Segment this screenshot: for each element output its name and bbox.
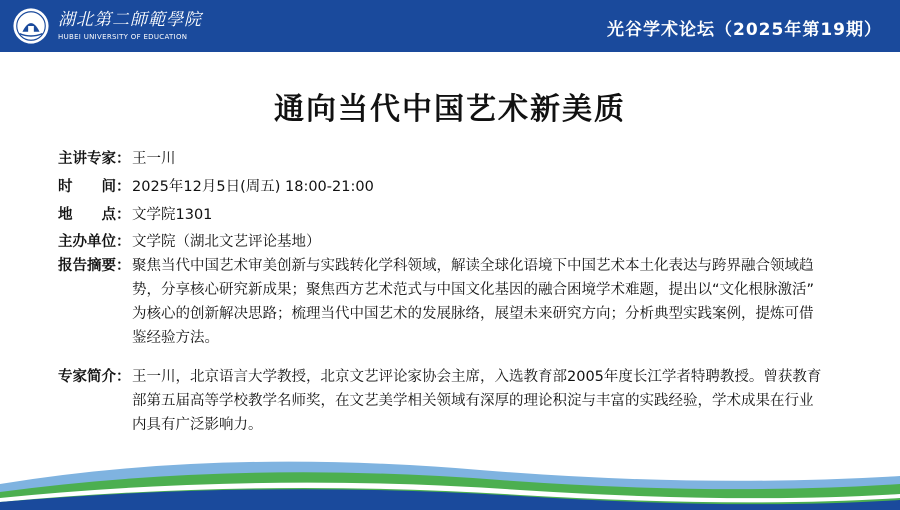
- header-bar: [0, 0, 900, 52]
- host-value: 文学院（湖北文艺评论基地）: [132, 234, 321, 250]
- abstract-line: 势，分享核心研究新成果；聚焦西方艺术范式与中国文化基因的融合困境学术难题，提出以“文化根脉激活”: [132, 282, 815, 298]
- host-label: 主办单位：: [58, 234, 131, 250]
- time-label: 时 间：: [58, 179, 131, 195]
- university-logo: [12, 6, 202, 46]
- abstract-line: 鉴经验方法。: [132, 330, 219, 346]
- abstract-line: 聚焦当代中国艺术审美创新与实践转化学科领域，解读全球化语境下中国艺术本土化表达与跨界融合领域趋: [132, 258, 814, 274]
- decorative-wave-footer: [0, 440, 900, 510]
- bio-line: 王一川，北京语言大学教授，北京文艺评论家协会主席，入选教育部2005年度长江学者特聘教授。曾获教育: [132, 369, 822, 385]
- speaker-value: 王一川: [132, 151, 176, 167]
- university-emblem-icon: [12, 7, 50, 45]
- place-value: 文学院1301: [132, 207, 213, 223]
- abstract-line: 为核心的创新解决思路；梳理当代中国艺术的发展脉络，展望未来研究方向；分析典型实践案例，提炼可借: [132, 306, 814, 322]
- speaker-label: 主讲专家：: [58, 151, 131, 167]
- logo-english-name: HUBEI UNIVERSITY OF EDUCATION: [58, 33, 188, 41]
- logo-chinese-name: 湖北第二師範學院: [58, 10, 202, 30]
- abstract-text: [132, 254, 864, 350]
- bio-line: 部第五届高等学校教学名师奖，在文艺美学相关领域有深厚的理论积淀与丰富的实践经验，学术成果在行业: [132, 393, 814, 409]
- bio-label: 专家简介：: [58, 369, 131, 385]
- bio-line: 内具有广泛影响力。: [132, 417, 263, 433]
- forum-title: 光谷学术论坛（2025年第19期）: [607, 20, 882, 40]
- lecture-title: 通向当代中国艺术新美质: [274, 92, 626, 127]
- bio-text: [132, 365, 864, 437]
- time-value: 2025年12月5日(周五) 18:00-21:00: [132, 179, 374, 195]
- place-label: 地 点：: [58, 207, 131, 223]
- abstract-label: 报告摘要：: [58, 258, 131, 274]
